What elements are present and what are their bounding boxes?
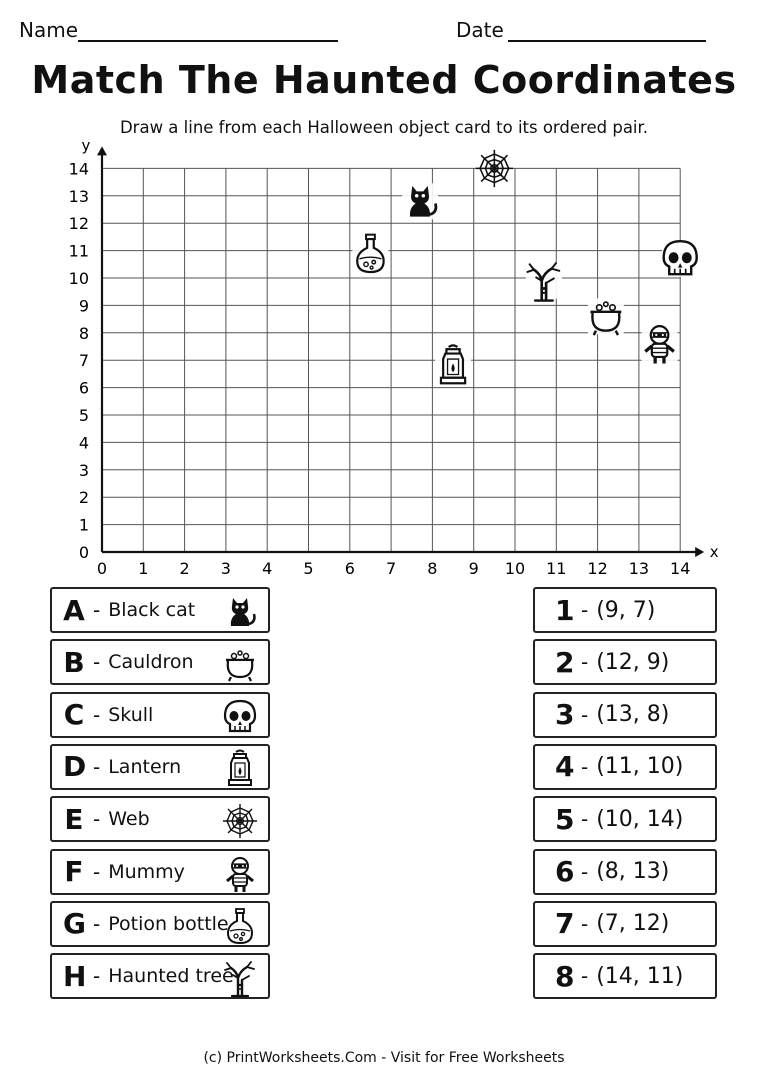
ordered-pair-value: (9, 7): [596, 597, 656, 623]
ordered-pair-number: 5: [555, 802, 575, 836]
object-card-icon: [220, 906, 260, 946]
haunted-tree-icon: [220, 958, 260, 998]
y-tick-label: 10: [68, 269, 89, 288]
x-tick-label: 6: [344, 559, 355, 578]
potion-bottle-icon: [220, 906, 260, 946]
plot-point-black-cat: [402, 183, 438, 219]
y-tick-label: 5: [78, 406, 89, 425]
object-card-letter: G: [63, 907, 86, 941]
x-tick-label: 14: [670, 559, 691, 578]
object-card-name: Web: [108, 808, 150, 831]
object-card-name: Potion bottle: [108, 912, 229, 935]
ordered-pair-value: (14, 11): [596, 963, 684, 989]
object-card-letter: H: [63, 959, 87, 993]
ordered-pair-number: 8: [555, 959, 575, 993]
ordered-pair-dash: -: [581, 754, 589, 779]
y-tick-label: 6: [78, 378, 89, 398]
y-tick-label: 3: [78, 460, 89, 480]
ordered-pair-dash: -: [581, 650, 589, 675]
axes: [97, 146, 704, 557]
x-tick-label: 9: [468, 559, 479, 578]
plot-point-lantern: [435, 345, 471, 383]
y-tick-label: 14: [68, 159, 89, 179]
web-icon: [476, 150, 513, 187]
ordered-pair-value: (12, 9): [596, 649, 670, 675]
plot-point-web: [476, 150, 513, 187]
tick-labels: [69, 136, 719, 578]
ordered-pair-card-2[interactable]: [533, 639, 717, 685]
name-field-line[interactable]: [78, 40, 338, 42]
grid-lines: [102, 168, 680, 552]
object-card-letter: B: [63, 645, 85, 679]
mummy-icon: [220, 854, 260, 894]
object-card-dash: -: [93, 702, 101, 727]
object-card-letter: C: [63, 698, 85, 732]
y-tick-label: 2: [78, 488, 89, 508]
plot-point-cauldron: [588, 298, 624, 335]
object-card-dash: -: [93, 598, 101, 622]
object-card-letter: F: [64, 855, 84, 888]
y-tick-label: 4: [78, 433, 89, 453]
object-card-dash: -: [93, 859, 101, 884]
object-card-icon: [220, 749, 260, 789]
x-tick-label: 13: [628, 559, 650, 578]
ordered-pair-card-7[interactable]: [533, 901, 717, 947]
footer-credit: (c) PrintWorksheets.Com - Visit for Free Worksheets: [203, 1050, 565, 1066]
name-label: Name: [19, 18, 79, 42]
plot-points: [352, 150, 698, 384]
object-card-h[interactable]: [50, 953, 270, 999]
date-field-line[interactable]: [508, 40, 706, 42]
ordered-pair-value: (10, 14): [596, 806, 684, 832]
ordered-pair-value: (13, 8): [596, 702, 670, 728]
y-tick-label: 12: [68, 214, 89, 234]
x-tick-label: 12: [587, 559, 608, 578]
object-card-name: Haunted tree: [108, 965, 234, 988]
x-tick-label: 0: [96, 559, 108, 578]
y-tick-label: 11: [68, 241, 89, 261]
y-tick-label: 1: [78, 515, 89, 535]
object-card-g[interactable]: [50, 901, 270, 947]
object-card-icon: [220, 958, 260, 998]
ordered-pair-dash: -: [581, 859, 589, 884]
ordered-pair-value: (8, 13): [596, 859, 670, 884]
ordered-pair-number: 1: [555, 593, 575, 627]
object-card-b[interactable]: [50, 639, 270, 685]
ordered-pair-value: (11, 10): [596, 754, 684, 780]
x-tick-label: 3: [220, 559, 231, 578]
object-card-name: Mummy: [108, 860, 185, 883]
ordered-pair-card-1[interactable]: [533, 587, 717, 633]
object-card-name: Black cat: [108, 599, 196, 621]
page-subtitle: Draw a line from each Halloween object card to its ordered pair.: [119, 118, 649, 137]
x-tick-label: 2: [179, 559, 190, 578]
ordered-pair-number: 3: [555, 698, 575, 732]
ordered-pair-dash: -: [581, 964, 589, 989]
object-card-c[interactable]: [50, 692, 270, 738]
object-card-name: Cauldron: [108, 651, 194, 674]
ordered-pair-card-4[interactable]: [533, 744, 717, 790]
object-card-dash: -: [93, 807, 101, 832]
ordered-pair-value: (7, 12): [596, 911, 670, 937]
object-card-dash: -: [93, 911, 101, 936]
object-card-icon: [220, 644, 260, 684]
plot-point-haunted-tree: [526, 263, 562, 301]
x-tick-label: 10: [504, 559, 526, 578]
date-label: Date: [456, 18, 504, 42]
object-card-a[interactable]: [50, 587, 270, 633]
black-cat-icon: [220, 592, 260, 632]
page-title: Match The Haunted Coordinates: [31, 58, 737, 102]
y-tick-label: 0: [78, 543, 89, 562]
ordered-pair-number: 7: [555, 907, 575, 941]
object-card-dash: -: [93, 964, 101, 989]
ordered-pair-card-5[interactable]: [533, 796, 717, 842]
object-card-dash: -: [93, 754, 101, 779]
object-card-icon: [220, 854, 260, 894]
ordered-pair-number: 2: [555, 645, 575, 679]
x-axis-label: x: [709, 543, 719, 561]
object-card-dash: -: [93, 650, 101, 675]
y-tick-label: 9: [78, 296, 89, 316]
object-card-letter: D: [63, 750, 87, 784]
ordered-pair-card-3[interactable]: [533, 692, 717, 738]
coordinate-grid: [0, 135, 768, 580]
ordered-pair-card-8[interactable]: [533, 953, 717, 999]
plot-point-potion-bottle: [352, 235, 388, 272]
plot-point-mummy: [642, 326, 678, 364]
object-card-f[interactable]: [50, 849, 270, 895]
x-tick-label: 11: [546, 559, 567, 578]
y-axis-arrow: [97, 146, 107, 155]
ordered-pair-number: 4: [555, 750, 575, 784]
object-card-icon: [220, 801, 260, 841]
ordered-pair-card-6[interactable]: [533, 849, 717, 895]
y-tick-label: 13: [68, 186, 89, 206]
x-tick-label: 5: [303, 559, 314, 578]
plot-point-skull: [662, 241, 698, 277]
lantern-icon: [220, 749, 260, 789]
y-tick-label: 7: [78, 351, 89, 371]
x-tick-label: 8: [427, 559, 438, 578]
x-tick-label: 4: [262, 559, 273, 578]
x-tick-label: 7: [386, 559, 397, 578]
object-card-name: Skull: [108, 703, 154, 726]
skull-icon: [220, 697, 260, 737]
web-icon: [220, 801, 260, 841]
object-card-d[interactable]: [50, 744, 270, 790]
x-axis-arrow: [695, 547, 704, 557]
object-card-icon: [220, 697, 260, 737]
object-card-name: Lantern: [108, 755, 182, 778]
ordered-pair-dash: -: [581, 911, 589, 936]
ordered-pair-dash: -: [581, 598, 589, 622]
object-card-e[interactable]: [50, 796, 270, 842]
object-card-letter: E: [64, 802, 84, 836]
y-axis-label: y: [81, 136, 91, 155]
object-card-icon: [220, 592, 260, 632]
ordered-pair-dash: -: [581, 702, 589, 727]
y-tick-label: 8: [78, 323, 89, 343]
x-tick-label: 1: [138, 559, 149, 578]
ordered-pair-number: 6: [555, 855, 575, 888]
ordered-pair-dash: -: [581, 807, 589, 832]
object-card-letter: A: [63, 593, 85, 627]
skull-icon: [664, 241, 697, 274]
cauldron-icon: [220, 644, 260, 684]
